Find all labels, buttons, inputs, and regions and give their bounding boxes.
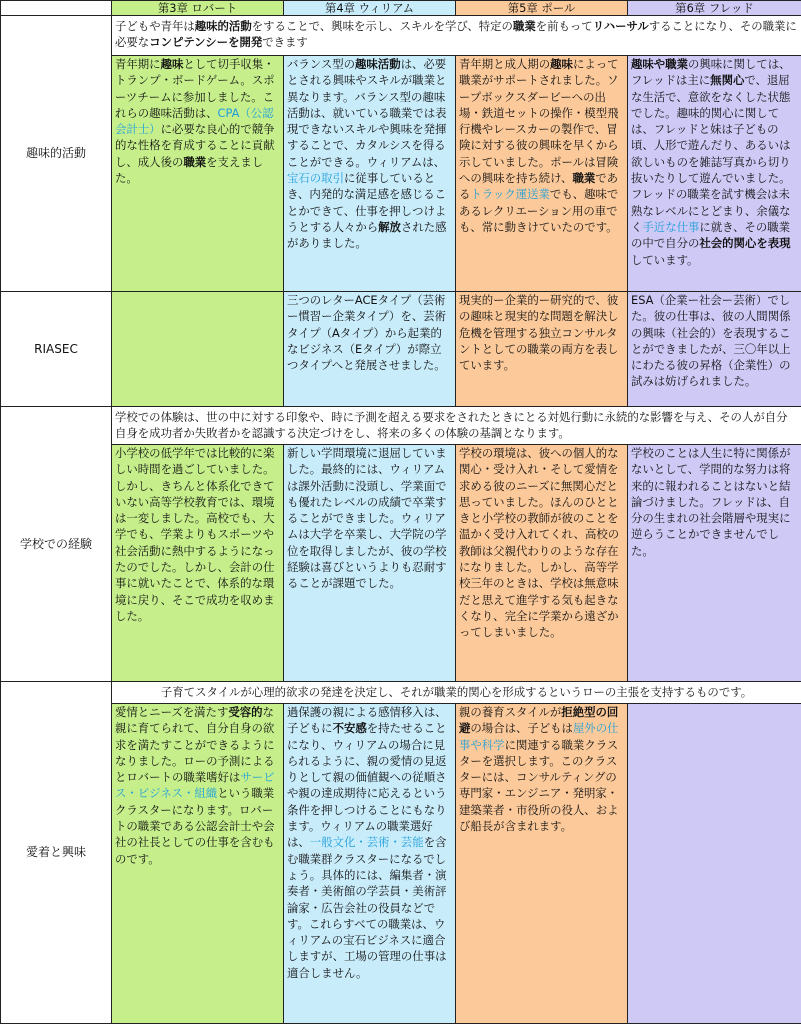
highlight-term: サービス・ビジネス・組織 bbox=[115, 770, 275, 801]
bold-term: 趣味 bbox=[550, 57, 573, 71]
bold-term: 無関心 bbox=[710, 73, 745, 88]
text-segment: 三つのレターACEタイプ（芸術ー慣習ー企業タイプ）を、芸術タイプ（Aタイプ）から起業的なビジネス（Eタイプ）が際立つタイプへと発展させました。 bbox=[287, 293, 447, 373]
text-segment: に必要な良心的で競争的な性格を育成することに貢献し、成人後の bbox=[115, 122, 275, 169]
text-segment: 親の養育スタイルが bbox=[459, 705, 562, 719]
text-segment: 学校での体験は、世の中に対する印象や、時に予測を超える要求をされたときにとる対処行動に永続的な影響を与え、その人が自分自身を成功者か失敗者かを認識する決定づけをし、将来の多くの体験の基調となります。 bbox=[115, 410, 788, 441]
riasec-william-cell bbox=[284, 292, 456, 407]
header-row bbox=[1, 1, 801, 16]
text-segment: である bbox=[459, 171, 619, 202]
text-segment: に関連する職業クラスターを選択します。このクラスターには、コンサルティングの専門家・エンジニア・発明家・建築業者・市役所の役人、および船長が含まれます。 bbox=[459, 737, 619, 834]
hobby-robert-cell bbox=[112, 56, 284, 292]
bold-term: リハーサル bbox=[592, 19, 649, 33]
hobby-william-cell bbox=[284, 56, 456, 292]
row-label-school: 学校での経験 bbox=[1, 407, 112, 682]
text-segment: 子育てスタイルが心理的欲求の発達を決定し、それが職業的関心を形成するというローの主張を支持するものです。 bbox=[160, 685, 753, 699]
text-segment: をすることで、興味を示し、スキルを学び、特定の bbox=[251, 19, 513, 33]
attachment-fred-cell bbox=[628, 704, 801, 1024]
text-segment: の興味に関しては、フレッドは主に bbox=[631, 57, 791, 88]
highlight-term: 手近な仕事 bbox=[642, 219, 700, 234]
bold-term: 拒絶型の回避 bbox=[459, 705, 619, 736]
text-segment: 小学校の低学年では比較的に楽しい時間を過ごしていました。しかし、きちんと体系化できていない高等学校教育では、環境は一変しました。高校でも、大学でも、学業よりもスポーツや社会活動に熱中するようになったのでした。しかし、会計の仕事に就いたことで、体系的な環境に戻り、そこで成功を収めました。 bbox=[115, 446, 275, 623]
riasec-row bbox=[1, 292, 801, 407]
text-segment: として切手収集・トランプ・ボードゲーム。スポーツチームに参加しました。これらの趣味活動は、 bbox=[115, 57, 275, 120]
text-segment: バランス型の bbox=[287, 57, 356, 71]
attachment-william-cell bbox=[284, 704, 456, 1024]
header-robert: 第3章 ロバート bbox=[112, 1, 284, 16]
attachment-summary-row bbox=[1, 682, 801, 704]
text-segment: という職業クラスターになります。ロバートの職業である公認会計士や会社の社長としての仕事を含むものです。 bbox=[115, 786, 275, 866]
text-segment: 青年期と成人期の bbox=[459, 57, 551, 71]
riasec-fred-cell bbox=[628, 292, 801, 407]
highlight-term: 屋外の仕事や科学 bbox=[459, 721, 619, 752]
riasec-paul-cell bbox=[456, 292, 628, 407]
school-william-cell bbox=[284, 445, 456, 682]
school-paul-cell bbox=[456, 445, 628, 682]
highlight-term: 一般文化・芸術・芸能 bbox=[309, 835, 424, 850]
text-segment: を含む職業群クラスターになるでしょう。具体的には、編集者・演奏者・美術館の学芸員・美術評論家・広告会社の役員などです。これらすべての職業は、ウィリアムの宝石ビジネスに適合しますが、工場の管理の仕事は適合しません。 bbox=[287, 835, 447, 980]
highlight-term: トラック運送業 bbox=[470, 187, 550, 202]
text-segment: に就き、その職業の中で自分の bbox=[631, 219, 791, 251]
bold-term: 職業 bbox=[512, 19, 536, 33]
bold-term: 不安感 bbox=[332, 721, 367, 736]
riasec-robert-cell bbox=[112, 292, 284, 407]
text-segment: の場合は、子どもは bbox=[470, 721, 573, 736]
bold-term: 受容的 bbox=[228, 705, 263, 719]
text-segment: された感がありました。 bbox=[287, 219, 447, 251]
header-william: 第4章 ウィリアム bbox=[284, 1, 456, 16]
hobby-summary bbox=[112, 16, 801, 56]
text-segment: することになり、その職業に必要な bbox=[115, 19, 797, 50]
text-segment: を支えました。 bbox=[115, 154, 264, 186]
text-segment: 子どもや青年は bbox=[115, 19, 195, 33]
text-segment: 過保護の親による感情移入は、子どもに bbox=[287, 705, 447, 736]
text-segment: ESA（企業ー社会ー芸術）でした。彼の仕事は、彼の人間関係の興味（社会的）を表現することができましたが、三〇年以上にわたる彼の昇格（企業性）の試みは妨げられました。 bbox=[631, 293, 791, 389]
text-segment: な親に育てられて、自分自身の欲求を満たすことができるようになりました。ローの予測によるとロバートの職業嗜好は bbox=[115, 705, 275, 785]
attachment-paul-cell bbox=[456, 704, 628, 1024]
bold-term: 職業 bbox=[183, 154, 207, 169]
hobby-fred-cell bbox=[628, 56, 801, 292]
school-row bbox=[1, 445, 801, 682]
bold-term: コンピテンシーを開発 bbox=[149, 35, 263, 50]
attachment-summary bbox=[112, 682, 801, 704]
row-label-riasec: RIASEC bbox=[1, 292, 112, 407]
text-segment: できます bbox=[262, 35, 308, 50]
highlight-term: 宝石の取引 bbox=[287, 171, 344, 186]
text-segment: しています。 bbox=[631, 252, 699, 267]
text-segment: は、必要とされる興味やスキルが職業と異なります。バランス型の趣味活動は、就いている職業では表現できないスキルや興味を発揮することで、カタルシスを得ることができる。ウィリアムは、 bbox=[287, 57, 447, 169]
row-label-hobby: 趣味的活動 bbox=[1, 16, 112, 292]
bold-term: 趣味活動 bbox=[355, 57, 401, 71]
hobby-summary-row bbox=[1, 16, 801, 56]
text-segment: 学校の環境は、彼への個人的な関心・受け入れ・そして愛情を求める彼のニーズに無関心だと思っていました。ほんのひとときと小学校の教師が彼のことを温かく受け入れてくれ、高校の教師は父親代わりのような存在になりました。しかし、高等学校三年のときは、学校は無意味だと思えて進学する気も起きなくなり、完全に学業から遠ざかってしまいました。 bbox=[459, 446, 620, 640]
attachment-robert-cell bbox=[112, 704, 284, 1024]
school-fred-cell bbox=[628, 445, 801, 682]
bold-term: 職業 bbox=[572, 171, 596, 186]
text-segment: によって職業がサポートされました。ソープボックスダービーへの出場・鉄道セットの操作・模型飛行機やレースカーの製作で、冒険に対する彼の興味を早くから示していました。ポールは冒険への興味を持ち続け、 bbox=[459, 57, 619, 186]
bold-term: 解放 bbox=[378, 219, 401, 234]
text-segment: 新しい学問環境に退屈していました。最終的には、ウィリアムは課外活動に没頭し、学業面でも優れたレベルの成績で卒業することができました。ウィリアムは大学を卒業し、大学院の学位を取得しましたが、彼の学校経験は喜びというよりも忍耐することが課題でした。 bbox=[287, 446, 447, 591]
bold-term: 趣味 bbox=[160, 57, 184, 71]
text-segment: に従事しているとき、内発的な満足感を感じることかできて、仕事を押しつけようとする人々から bbox=[287, 171, 447, 234]
hobby-paul-cell bbox=[456, 56, 628, 292]
header-paul: 第5章 ポール bbox=[456, 1, 628, 16]
attachment-row bbox=[1, 704, 801, 1024]
header-fred: 第6章 フレッド bbox=[628, 1, 801, 16]
header-corner bbox=[1, 1, 112, 16]
highlight-term: CPA（公認会計士） bbox=[115, 105, 274, 137]
text-segment: を前もって bbox=[535, 19, 593, 33]
text-segment: を持たせることになり、ウィリアムの場合に見られるように、親の愛情の見返りとして親の価値観への従順さや親の達成期待に応えるという条件を押しつけることにもなります。ウィリアムの職業選好は、 bbox=[287, 721, 447, 850]
text-segment: 学校のことは人生に特に関係がないとして、学問的な努力は将来的に報われることはないと結論づけました。フレッドは、自分の生まれの社会階層や現実に逆らうことかできませんでした。 bbox=[631, 446, 791, 558]
bold-term: 社会的関心を表現 bbox=[699, 236, 791, 251]
text-segment: 現実的ー企業的ー研究的で、彼の趣味と現実的な問題を解決し危機を管理する独立コンサルタントとしての職業の両方を表しています。 bbox=[459, 293, 619, 373]
text-segment: 愛情とニーズを満たす bbox=[115, 705, 229, 719]
row-label-attachment: 愛着と興味 bbox=[1, 682, 112, 1024]
hobby-row bbox=[1, 56, 801, 292]
text-segment: でも、趣味であるレクリエーション用の車でも、常に動きけていたのです。 bbox=[459, 187, 619, 234]
bold-term: 趣味的活動 bbox=[194, 19, 252, 33]
school-summary-row bbox=[1, 407, 801, 445]
bold-term: 趣味や職業 bbox=[631, 57, 688, 71]
text-segment: で、退屈な生活で、意欲をなくした状態でした。趣味的関心に関しては、フレッドと妹は子どもの頃、人形で遊んだり、あるいは欲しいものを雑誌写真から切り抜いたりして遊んでいました。フレッドの職業を試す機会は未熟なレベルにとどまり、余儀なく bbox=[631, 73, 791, 234]
school-robert-cell bbox=[112, 445, 284, 682]
school-summary bbox=[112, 407, 801, 445]
text-segment: 青年期に bbox=[115, 57, 161, 71]
